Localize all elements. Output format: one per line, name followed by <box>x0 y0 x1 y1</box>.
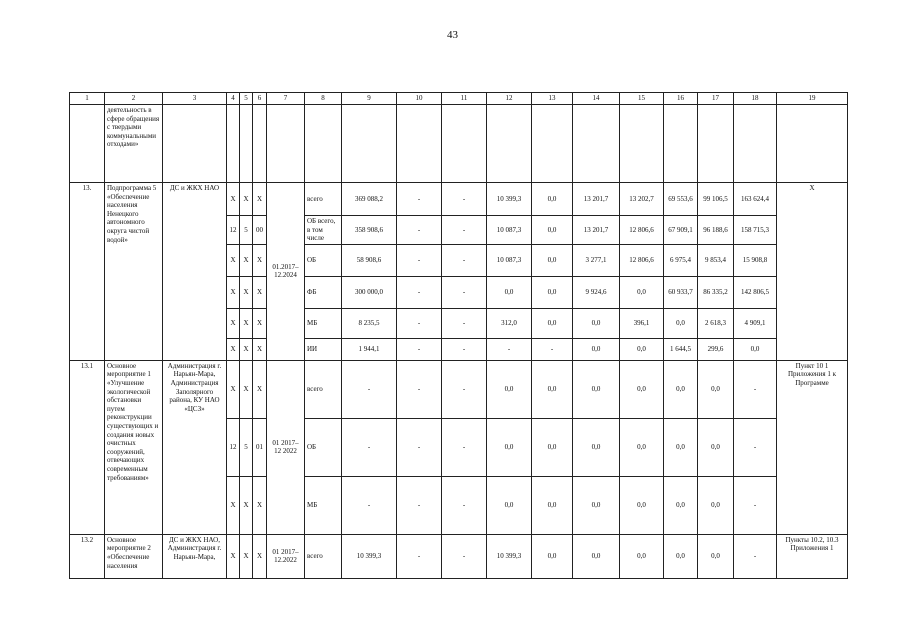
value-cell: 13 202,7 <box>620 183 664 216</box>
program-reference: X <box>777 183 848 361</box>
value-cell: 3 277,1 <box>573 244 620 276</box>
value-cell: 0,0 <box>620 276 664 308</box>
value-cell: 0,0 <box>487 276 532 308</box>
code-col5: X <box>240 534 253 578</box>
value-cell: 10 399,3 <box>487 534 532 578</box>
s131-row <box>70 360 848 418</box>
empty-cell <box>532 105 573 183</box>
value-cell: 96 188,6 <box>698 216 734 245</box>
value-cell: 312,0 <box>487 308 532 338</box>
executor: ДС и ЖКХ НАО, Администрация г. Нарьян-Мара, <box>163 534 227 578</box>
value-cell: 0,0 <box>573 476 620 534</box>
column-header-9: 9 <box>342 93 397 105</box>
value-cell: 2 618,3 <box>698 308 734 338</box>
header-row <box>70 93 848 105</box>
value-cell: 13 201,7 <box>573 216 620 245</box>
value-cell: 13 201,7 <box>573 183 620 216</box>
s132-row <box>70 534 848 578</box>
code-col5: 5 <box>240 216 253 245</box>
value-cell: 0,0 <box>698 534 734 578</box>
value-cell: 8 235,5 <box>342 308 397 338</box>
value-cell: 0,0 <box>573 534 620 578</box>
value-cell: 10 399,3 <box>342 534 397 578</box>
column-header-6: 6 <box>253 93 267 105</box>
funding-source: ИИ <box>305 338 342 360</box>
value-cell: 0,0 <box>620 418 664 476</box>
funding-source: всего <box>305 534 342 578</box>
value-cell: - <box>397 418 442 476</box>
value-cell: - <box>397 308 442 338</box>
period: 01 2017–12 2022 <box>267 360 305 534</box>
value-cell: - <box>397 183 442 216</box>
code-col4: 12 <box>227 216 240 245</box>
value-cell: 0,0 <box>487 476 532 534</box>
value-cell: - <box>397 276 442 308</box>
value-cell: - <box>442 534 487 578</box>
code-col5: X <box>240 183 253 216</box>
continuation-name: деятельность в сфере обращения с твердыми коммунальными отходами» <box>105 105 163 183</box>
row-number: 13.1 <box>70 360 105 534</box>
code-col4: X <box>227 276 240 308</box>
value-cell: 12 806,6 <box>620 216 664 245</box>
code-col5: X <box>240 360 253 418</box>
column-header-7: 7 <box>267 93 305 105</box>
code-col6: X <box>253 476 267 534</box>
empty-cell <box>227 105 240 183</box>
measure-name: Основное мероприятие 1 «Улучшение экологической обстановки путем реконструкции существующих и создания новых очистных сооружений, отвечающих современным требованиям» <box>105 360 163 534</box>
value-cell: 12 806,6 <box>620 244 664 276</box>
value-cell: - <box>442 360 487 418</box>
value-cell: - <box>442 216 487 245</box>
executor: Администрация г. Нарьян-Мара, Администрация Заполярного района, КУ НАО «ЦСЗ» <box>163 360 227 534</box>
value-cell: - <box>342 418 397 476</box>
value-cell: 10 087,3 <box>487 244 532 276</box>
code-col4: X <box>227 534 240 578</box>
value-cell: 0,0 <box>487 360 532 418</box>
code-col6: X <box>253 183 267 216</box>
value-cell: - <box>442 183 487 216</box>
value-cell: 60 933,7 <box>664 276 698 308</box>
empty-cell <box>573 105 620 183</box>
value-cell: - <box>397 216 442 245</box>
column-header-14: 14 <box>573 93 620 105</box>
empty-cell <box>342 105 397 183</box>
funding-source: МБ <box>305 476 342 534</box>
empty-cell <box>734 105 777 183</box>
funding-source: ОБ <box>305 418 342 476</box>
value-cell: 0,0 <box>620 534 664 578</box>
value-cell: - <box>442 476 487 534</box>
value-cell: - <box>487 338 532 360</box>
column-header-13: 13 <box>532 93 573 105</box>
value-cell: - <box>734 476 777 534</box>
column-header-16: 16 <box>664 93 698 105</box>
row-number-cell <box>70 105 105 183</box>
empty-cell <box>397 105 442 183</box>
value-cell: 0,0 <box>532 360 573 418</box>
funding-source: ФБ <box>305 276 342 308</box>
value-cell: 0,0 <box>532 216 573 245</box>
value-cell: 158 715,3 <box>734 216 777 245</box>
program-reference: Пункт 10 1 Приложения 1 к Программе <box>777 360 848 534</box>
column-header-4: 4 <box>227 93 240 105</box>
measure-name: Подпрограмма 5 «Обеспечение населения Ненецкого автономного округа чистой водой» <box>105 183 163 361</box>
measure-name: Основное мероприятие 2 «Обеспечение населения <box>105 534 163 578</box>
value-cell: 0,0 <box>532 183 573 216</box>
code-col4: X <box>227 476 240 534</box>
code-col4: 12 <box>227 418 240 476</box>
continuation-row <box>70 105 848 183</box>
code-col6: X <box>253 244 267 276</box>
value-cell: 4 909,1 <box>734 308 777 338</box>
code-col4: X <box>227 244 240 276</box>
column-header-3: 3 <box>163 93 227 105</box>
column-header-5: 5 <box>240 93 253 105</box>
column-header-17: 17 <box>698 93 734 105</box>
value-cell: 0,0 <box>620 360 664 418</box>
value-cell: 0,0 <box>620 476 664 534</box>
value-cell: 10 087,3 <box>487 216 532 245</box>
value-cell: 0,0 <box>573 418 620 476</box>
value-cell: 369 088,2 <box>342 183 397 216</box>
empty-cell <box>305 105 342 183</box>
value-cell: 0,0 <box>532 476 573 534</box>
funding-source: всего <box>305 360 342 418</box>
value-cell: 0,0 <box>664 418 698 476</box>
value-cell: - <box>442 418 487 476</box>
empty-cell <box>487 105 532 183</box>
code-col4: X <box>227 338 240 360</box>
value-cell: - <box>397 360 442 418</box>
column-header-10: 10 <box>397 93 442 105</box>
value-cell: 0,0 <box>664 534 698 578</box>
empty-cell <box>442 105 487 183</box>
value-cell: - <box>442 308 487 338</box>
value-cell: 300 000,0 <box>342 276 397 308</box>
value-cell: 10 399,3 <box>487 183 532 216</box>
empty-cell <box>777 105 848 183</box>
value-cell: 58 908,6 <box>342 244 397 276</box>
value-cell: 69 553,6 <box>664 183 698 216</box>
value-cell: 0,0 <box>532 244 573 276</box>
empty-cell <box>163 105 227 183</box>
value-cell: 99 106,5 <box>698 183 734 216</box>
code-col6: 01 <box>253 418 267 476</box>
column-header-18: 18 <box>734 93 777 105</box>
code-col4: X <box>227 360 240 418</box>
program-reference: Пункты 10.2, 10.3 Приложения 1 <box>777 534 848 578</box>
value-cell: 9 853,4 <box>698 244 734 276</box>
budget-table <box>69 92 848 579</box>
value-cell: - <box>734 534 777 578</box>
code-col5: X <box>240 476 253 534</box>
funding-source: ОБ <box>305 244 342 276</box>
empty-cell <box>267 105 305 183</box>
code-col6: X <box>253 534 267 578</box>
value-cell: - <box>342 360 397 418</box>
code-col5: 5 <box>240 418 253 476</box>
row-number: 13. <box>70 183 105 361</box>
value-cell: 0,0 <box>664 476 698 534</box>
column-header-8: 8 <box>305 93 342 105</box>
code-col6: X <box>253 276 267 308</box>
empty-cell <box>664 105 698 183</box>
value-cell: - <box>397 244 442 276</box>
code-col6: 00 <box>253 216 267 245</box>
column-header-1: 1 <box>70 93 105 105</box>
empty-cell <box>240 105 253 183</box>
column-header-19: 19 <box>777 93 848 105</box>
value-cell: 1 944,1 <box>342 338 397 360</box>
code-col5: X <box>240 244 253 276</box>
value-cell: - <box>397 534 442 578</box>
code-col5: X <box>240 276 253 308</box>
funding-source: МБ <box>305 308 342 338</box>
value-cell: 0,0 <box>664 360 698 418</box>
table-body <box>70 93 848 579</box>
funding-source: всего <box>305 183 342 216</box>
value-cell: 0,0 <box>573 338 620 360</box>
code-col4: X <box>227 308 240 338</box>
value-cell: 0,0 <box>532 534 573 578</box>
value-cell: 0,0 <box>664 308 698 338</box>
column-header-12: 12 <box>487 93 532 105</box>
code-col4: X <box>227 183 240 216</box>
code-col6: X <box>253 360 267 418</box>
value-cell: 0,0 <box>532 308 573 338</box>
period: 01.2017–12.2024 <box>267 183 305 361</box>
value-cell: 86 335,2 <box>698 276 734 308</box>
code-col6: X <box>253 338 267 360</box>
code-col5: X <box>240 338 253 360</box>
period: 01 2017–12.2022 <box>267 534 305 578</box>
code-col5: X <box>240 308 253 338</box>
value-cell: 0,0 <box>487 418 532 476</box>
value-cell: 6 975,4 <box>664 244 698 276</box>
executor: ДС и ЖКХ НАО <box>163 183 227 361</box>
value-cell: 142 806,5 <box>734 276 777 308</box>
funding-source: ОБ всего, в том числе <box>305 216 342 245</box>
empty-cell <box>698 105 734 183</box>
value-cell: - <box>397 338 442 360</box>
value-cell: 67 909,1 <box>664 216 698 245</box>
value-cell: 358 908,6 <box>342 216 397 245</box>
value-cell: 163 624,4 <box>734 183 777 216</box>
value-cell: - <box>442 338 487 360</box>
column-header-15: 15 <box>620 93 664 105</box>
value-cell: - <box>397 476 442 534</box>
column-header-2: 2 <box>105 93 163 105</box>
value-cell: 0,0 <box>698 360 734 418</box>
value-cell: 0,0 <box>698 476 734 534</box>
value-cell: - <box>532 338 573 360</box>
value-cell: 15 908,8 <box>734 244 777 276</box>
row-number: 13.2 <box>70 534 105 578</box>
value-cell: 0,0 <box>734 338 777 360</box>
value-cell: - <box>734 360 777 418</box>
value-cell: - <box>342 476 397 534</box>
value-cell: - <box>442 244 487 276</box>
value-cell: 0,0 <box>532 276 573 308</box>
value-cell: - <box>442 276 487 308</box>
value-cell: 0,0 <box>573 360 620 418</box>
page-number: 43 <box>447 29 458 41</box>
value-cell: 396,1 <box>620 308 664 338</box>
value-cell: - <box>734 418 777 476</box>
column-header-11: 11 <box>442 93 487 105</box>
value-cell: 0,0 <box>620 338 664 360</box>
code-col6: X <box>253 308 267 338</box>
value-cell: 9 924,6 <box>573 276 620 308</box>
s13-row <box>70 183 848 216</box>
value-cell: 0,0 <box>573 308 620 338</box>
value-cell: 299,6 <box>698 338 734 360</box>
value-cell: 0,0 <box>532 418 573 476</box>
empty-cell <box>253 105 267 183</box>
value-cell: 1 644,5 <box>664 338 698 360</box>
value-cell: 0,0 <box>698 418 734 476</box>
empty-cell <box>620 105 664 183</box>
